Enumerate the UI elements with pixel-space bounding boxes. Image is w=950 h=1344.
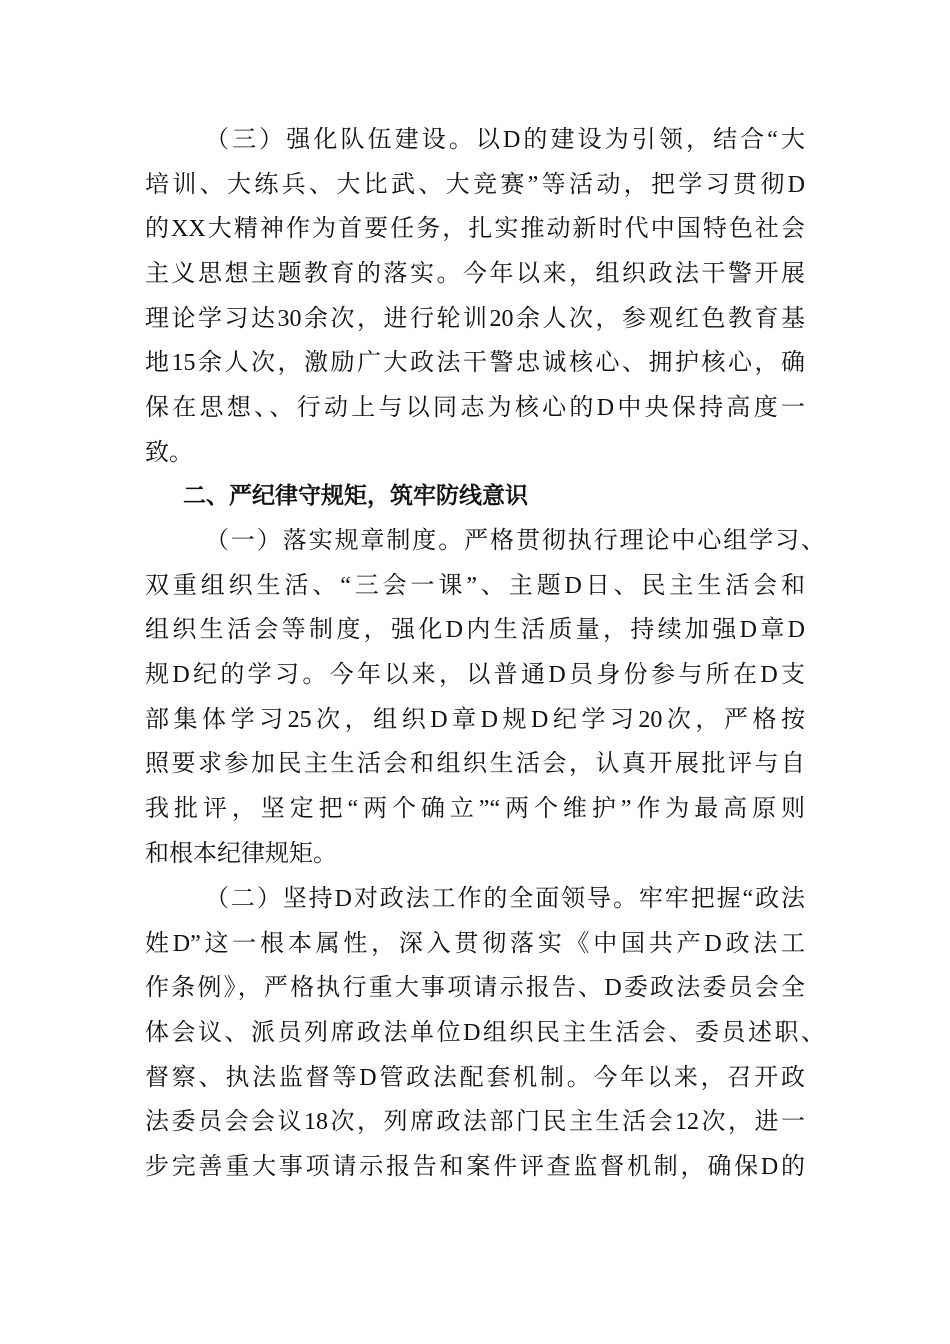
text-line: 致。 [145, 439, 193, 466]
paragraph-rules-system [145, 519, 825, 877]
section-heading-text: 二、严纪律守规矩，筑牢防线意识 [183, 483, 528, 509]
text-line: 主义思想主题教育的落实。今年以来，组织政法干警开展 [145, 261, 805, 288]
text-line: 理论学习达30余次，进行轮训20余人次，参观红色教育基 [145, 305, 805, 332]
text-line: 督察、执法监督等D管政法配套机制。今年以来，召开政 [145, 1064, 805, 1091]
text-line: 作条例》，严格执行重大事项请示报告、D委政法委员会全 [145, 975, 805, 1002]
text-line: 双重组织生活、“三会一课”、主题D日、民主生活会和 [145, 572, 805, 599]
text-line: 部集体学习25次，组织D章D规D纪学习20次，严格按 [145, 706, 805, 733]
text-line: 规D纪的学习。今年以来，以普通D员身份参与所在D支 [145, 662, 805, 689]
text-line: 我批评，坚定把“两个确立”“两个维护”作为最高原则 [145, 796, 805, 823]
text-line: 地15余人次，激励广大政法干警忠诚核心、拥护核心，确 [145, 350, 805, 377]
text-line: 培训、大练兵、大比武、大竞赛”等活动，把学习贯彻D [145, 171, 805, 198]
text-line: （一）落实规章制度。严格贯彻执行理论中心组学习、 [205, 528, 825, 554]
paragraph-party-leadership [145, 877, 825, 1190]
section-heading [145, 474, 805, 519]
paragraph-team-building [145, 118, 805, 476]
text-line: 法委员会会议18次，列席政法部门民主生活会12次，进一 [145, 1109, 805, 1136]
text-line: 照要求参加民主生活会和组织生活会，认真开展批评与自 [145, 751, 805, 778]
text-line: 步完善重大事项请示报告和案件评查监督机制，确保D的 [145, 1154, 805, 1181]
text-line: （二）坚持D对政法工作的全面领导。牢牢把握“政法 [205, 886, 805, 912]
text-line: 体会议、派员列席政法单位D组织民主生活会、委员述职、 [145, 1020, 825, 1047]
text-line: 姓D”这一根本属性，深入贯彻落实《中国共产D政法工 [145, 930, 805, 957]
text-line: （三）强化队伍建设。以D的建设为引领，结合“大 [205, 127, 805, 153]
text-line: 组织生活会等制度，强化D内生活质量，持续加强D章D [145, 617, 805, 644]
text-line: 和根本纪律规矩。 [145, 840, 337, 867]
text-line: 保在思想、、行动上与以同志为核心的D中央保持高度一 [145, 395, 805, 422]
text-line: 的XX大精神作为首要任务，扎实推动新时代中国特色社会 [145, 216, 805, 243]
